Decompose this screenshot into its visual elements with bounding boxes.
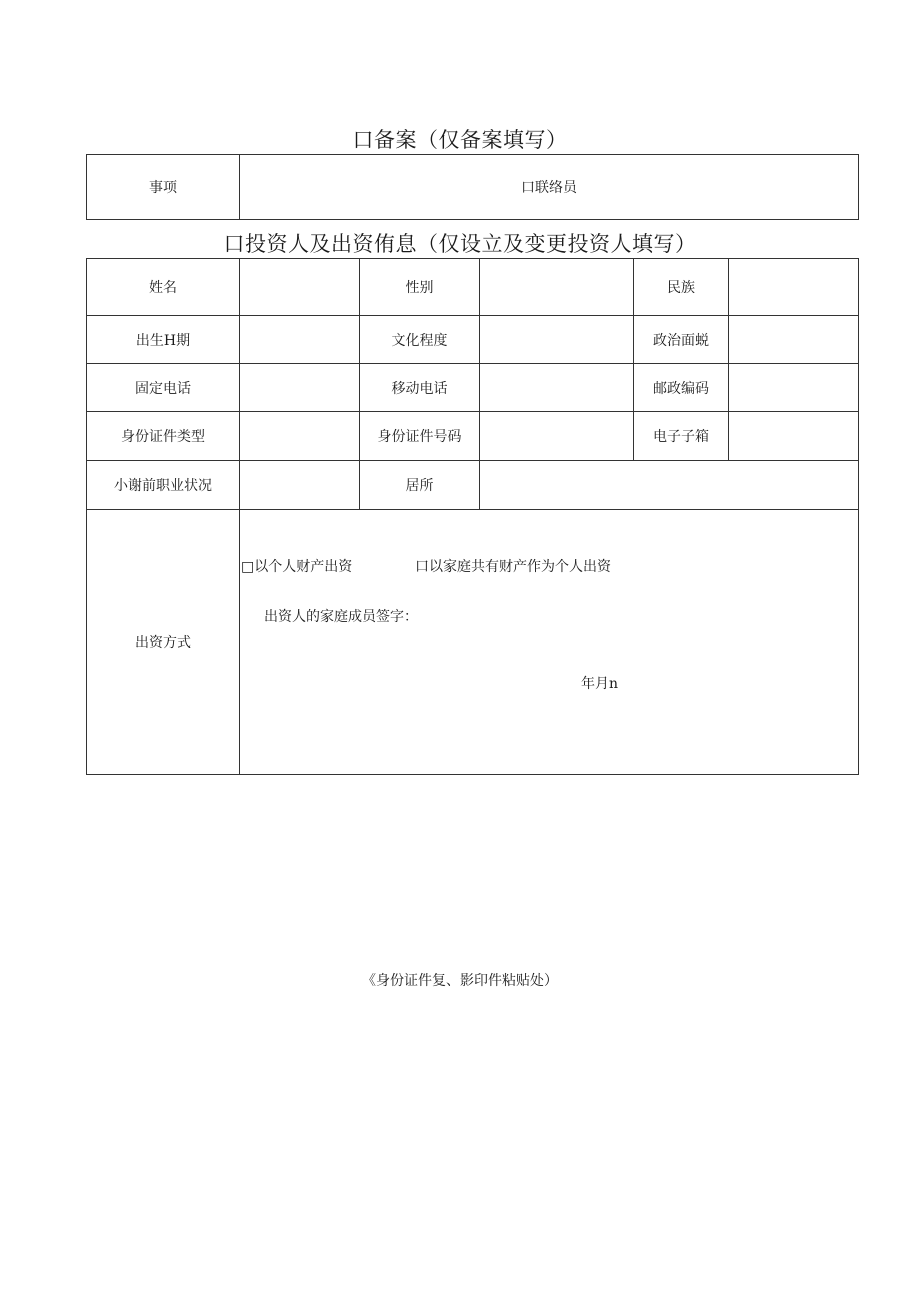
investor-info-table	[86, 258, 859, 775]
table-row	[87, 364, 859, 412]
family-property-option[interactable]: 口以家庭共有财产作为个人出资	[415, 559, 611, 575]
name-label: 姓名	[87, 259, 240, 316]
liaison-checkbox-option[interactable]: 口联络员	[240, 155, 859, 220]
postal-code-label: 邮政编码	[634, 364, 729, 412]
postal-code-field[interactable]	[729, 364, 859, 412]
table-row	[87, 316, 859, 364]
table-row	[87, 412, 859, 461]
table-row	[87, 155, 859, 220]
education-field[interactable]	[480, 316, 634, 364]
contribution-method-label: 出资方式	[87, 510, 240, 775]
gender-field[interactable]	[480, 259, 634, 316]
signature-date-label: 年月n	[581, 676, 619, 692]
landline-field[interactable]	[240, 364, 360, 412]
contribution-cell	[240, 510, 859, 775]
residence-field[interactable]	[480, 461, 859, 510]
occupation-label: 小谢前职业状况	[87, 461, 240, 510]
ethnicity-label: 民族	[634, 259, 729, 316]
residence-label: 居所	[360, 461, 480, 510]
table-row	[87, 259, 859, 316]
landline-label: 固定电话	[87, 364, 240, 412]
id-number-field[interactable]	[480, 412, 634, 461]
birth-date-field[interactable]	[240, 316, 360, 364]
ethnicity-field[interactable]	[729, 259, 859, 316]
investor-section-title: 口投资人及出资侑息（仅设立及变更投资人填写）	[223, 232, 697, 256]
email-label: 电子子箱	[634, 412, 729, 461]
filing-table	[86, 154, 859, 220]
gender-label: 性别	[360, 259, 480, 316]
table-row	[87, 461, 859, 510]
mobile-field[interactable]	[480, 364, 634, 412]
political-status-label: 政治面蜕	[634, 316, 729, 364]
name-field[interactable]	[240, 259, 360, 316]
political-status-field[interactable]	[729, 316, 859, 364]
birth-date-label: 出生H期	[87, 316, 240, 364]
education-label: 文化程度	[360, 316, 480, 364]
id-type-label: 身份证件类型	[87, 412, 240, 461]
occupation-field[interactable]	[240, 461, 360, 510]
id-type-field[interactable]	[240, 412, 360, 461]
id-copy-paste-area-label: 《身份证件复、影印件粘贴处）	[362, 973, 558, 989]
mobile-label: 移动电话	[360, 364, 480, 412]
email-field[interactable]	[729, 412, 859, 461]
family-member-signature-label: 出资人的家庭成员签字：	[264, 609, 418, 625]
matter-label: 事项	[87, 155, 240, 220]
personal-property-option[interactable]: □以个人财产出资	[241, 559, 353, 575]
table-row	[87, 510, 859, 775]
id-number-label: 身份证件号码	[360, 412, 480, 461]
filing-section-title: 口备案（仅备案填写）	[352, 128, 568, 152]
